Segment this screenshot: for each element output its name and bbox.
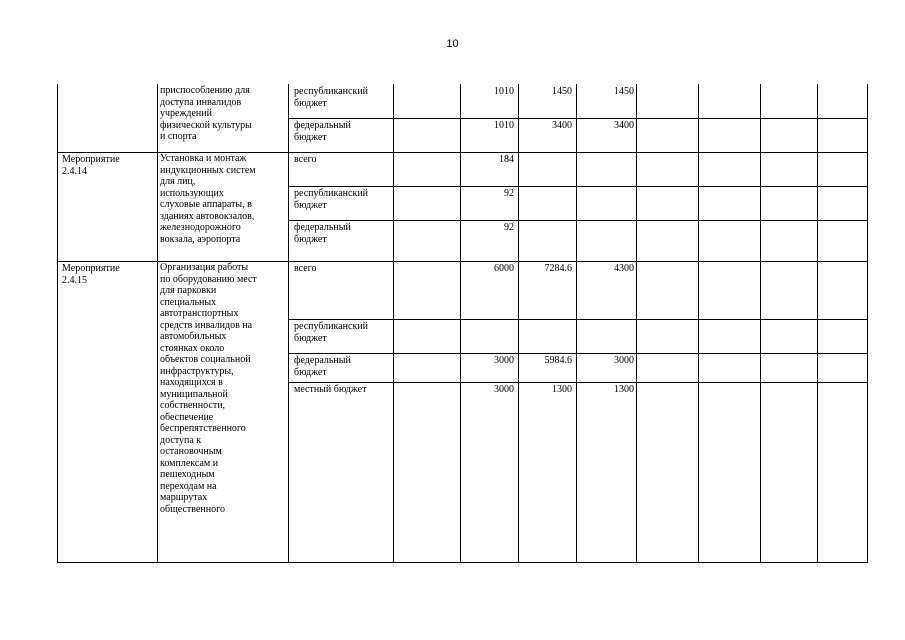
- measure-label: Мероприятие: [62, 154, 120, 165]
- measure-description: и спорта: [160, 131, 197, 142]
- measure-description: для лиц,: [160, 176, 196, 187]
- measure-label: 2.4.15: [62, 274, 87, 286]
- measure-description: доступа инвалидов: [160, 96, 242, 108]
- measure-description: беспрепятственного: [160, 423, 246, 434]
- funding-source: местный бюджет: [294, 384, 367, 395]
- funding-source: всего: [294, 154, 317, 165]
- measure-description: Организация работы: [160, 262, 249, 273]
- amount-total: 1010: [494, 120, 514, 131]
- column-line: [636, 84, 637, 562]
- measure-description: доступа к: [160, 434, 202, 446]
- funding-source: федеральный: [294, 222, 351, 233]
- measure-description: пешеходным: [160, 469, 215, 480]
- measure-description: вокзала, аэропорта: [160, 233, 241, 245]
- amount-year-2: 1450: [614, 86, 634, 97]
- amount-year-2: 1300: [614, 384, 634, 395]
- funding-source: федеральный: [294, 120, 351, 131]
- funding-source: бюджет: [294, 131, 327, 143]
- funding-source: бюджет: [294, 366, 327, 378]
- funding-source: республиканский: [294, 188, 369, 199]
- amount-total: 1010: [494, 86, 514, 97]
- measure-description: Установка и монтаж: [160, 153, 247, 164]
- funding-source: бюджет: [294, 97, 327, 109]
- funding-source: республиканский: [294, 86, 369, 97]
- funding-source: бюджет: [294, 199, 327, 211]
- measure-description: общественного: [160, 503, 225, 515]
- sub-row-separator: [288, 186, 868, 187]
- measure-description: переходам на: [160, 480, 217, 492]
- amount-year-1: 7284.6: [544, 263, 572, 274]
- amount-year-1: 1450: [552, 86, 572, 97]
- measure-description: физической культуры: [160, 119, 252, 131]
- column-line: [393, 84, 394, 562]
- column-line: [817, 84, 818, 562]
- measure-description: стоянках около: [160, 342, 225, 354]
- amount-year-1: 5984.6: [544, 355, 572, 366]
- funding-source: бюджет: [294, 233, 327, 245]
- measure-description: автомобильных: [160, 331, 227, 342]
- measure-description: муниципальной: [160, 388, 228, 400]
- column-line: [576, 84, 577, 562]
- measure-description: слуховые аппараты, в: [160, 199, 252, 210]
- amount-total: 184: [499, 154, 514, 165]
- measure-description: приспособлению для: [160, 85, 250, 96]
- amount-year-2: 3400: [614, 120, 634, 131]
- column-line: [698, 84, 699, 562]
- measure-description: автотранспортных: [160, 308, 239, 319]
- measure-description: железнодорожного: [160, 222, 241, 233]
- measure-description: учреждений: [160, 108, 212, 119]
- measure-description: зданиях автовокзалов,: [160, 210, 255, 222]
- measure-description: для парковки: [160, 285, 217, 296]
- column-line: [157, 84, 158, 562]
- sub-row-separator: [288, 382, 868, 383]
- amount-total: 3000: [494, 384, 514, 395]
- measure-description: остановочным: [160, 446, 222, 457]
- amount-year-1: 1300: [552, 384, 572, 395]
- measure-description: по оборудованию мест: [160, 273, 257, 285]
- funding-source: бюджет: [294, 332, 327, 344]
- funding-source: республиканский: [294, 321, 369, 332]
- measure-description: обеспечение: [160, 411, 214, 423]
- sub-row-separator: [288, 220, 868, 221]
- amount-total: 3000: [494, 355, 514, 366]
- amount-year-2: 4300: [614, 263, 634, 274]
- sub-row-separator: [288, 118, 868, 119]
- page-number: 10: [446, 38, 459, 50]
- measure-label: Мероприятие: [62, 263, 120, 274]
- column-line: [518, 84, 519, 562]
- column-line: [57, 84, 58, 562]
- measure-description: находящихся в: [160, 377, 223, 388]
- column-line: [867, 84, 868, 562]
- funding-source: всего: [294, 263, 317, 274]
- column-line: [288, 84, 289, 562]
- measure-description: использующих: [160, 187, 224, 199]
- table-bottom-border: [57, 562, 868, 563]
- amount-total: 6000: [494, 263, 514, 274]
- measure-description: маршрутах: [160, 492, 208, 503]
- measure-description: инфраструктуры,: [160, 365, 234, 377]
- measure-description: средств инвалидов на: [160, 319, 253, 331]
- measure-description: комплексам и: [160, 457, 219, 469]
- column-line: [760, 84, 761, 562]
- measure-description: индукционных систем: [160, 164, 256, 176]
- amount-year-2: 3000: [614, 355, 634, 366]
- sub-row-separator: [288, 353, 868, 354]
- measure-label: 2.4.14: [62, 165, 87, 177]
- amount-year-1: 3400: [552, 120, 572, 131]
- measure-description: собственности,: [160, 400, 226, 411]
- budget-table: [57, 84, 867, 562]
- sub-row-separator: [288, 319, 868, 320]
- measure-description: специальных: [160, 296, 217, 308]
- amount-total: 92: [504, 188, 514, 199]
- measure-description: объектов социальной: [160, 354, 251, 365]
- column-line: [460, 84, 461, 562]
- funding-source: федеральный: [294, 355, 351, 366]
- amount-total: 92: [504, 222, 514, 233]
